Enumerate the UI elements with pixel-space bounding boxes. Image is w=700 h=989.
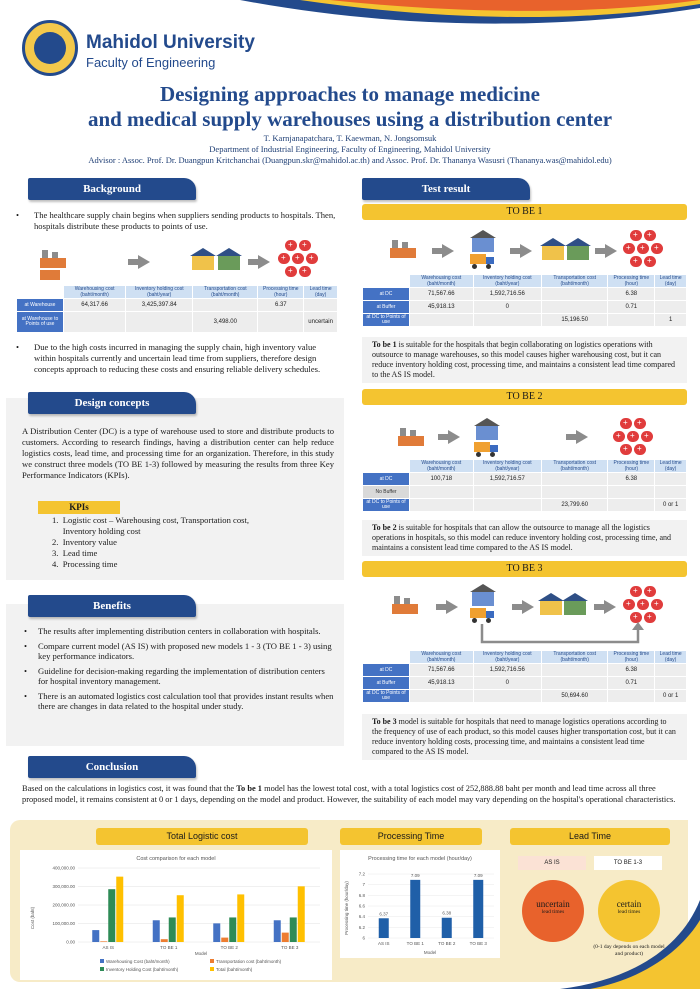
bar [169,917,176,942]
y-tick-label: 6.2 [358,924,365,930]
tobe2-label: TO BE 2 [362,389,687,405]
benefit-item: • The results after implementing distribution centers in collaboration with hospitals. [24,626,321,636]
legend-swatch [210,959,214,963]
tobe3-note: To be 3 model is suitable for hospitals that need to manage logistics operations according to the frequency of use of each product, so this model causes higher transportation cost, but it can reduce inventory holding costs, processing time, and maintains a consistent lead time compared to the AS IS model. [362,714,687,760]
hospital-warehouse-icon [190,248,216,270]
university-name: Mahidol University [86,32,255,53]
tobe1-table: Warehousing cost (baht/month) Inventory holding cost (baht/year) Transportation cost (baht/month) Processing time (hour) Lead time (day) at DC 71,567.66 1,592,716.56 6.38 at Buffer 45,918.13 0 0.71 at DC to Points of use 15,196.50 1 [362,274,687,327]
distribution-center-icon [474,418,500,440]
x-tick-label: TO BE 1 [160,945,178,950]
arrow-icon [520,244,532,258]
lead-asis-circle: uncertain lead times [522,880,584,942]
authors: T. Karnjanapatchara, T. Kaewman, N. Jongsomsuk [263,133,437,143]
tobe3-label: TO BE 3 [362,561,687,577]
hospital-warehouse-icon [538,593,564,615]
bar [116,877,123,942]
legend-entry: Inventory Holding Cost (baht/month) [106,967,179,972]
poster-title: Designing approaches to manage medicine and medical supply warehouses using a distribution center [87,82,613,131]
kpi-item: Inventory holding cost [52,526,141,536]
arrow-icon [442,244,454,258]
benefit-item: • There is an automated logistics cost calculation tool that provides instant results when there are changes in data related to the hospital under study. [24,690,334,711]
supplier-factory-icon [390,240,416,258]
tobe2-note: To be 2 is suitable for hospitals that can allow the outsource to manage all the logistics operations in hospitals, so this model can reduce inventory holding cost, processing time, and maintains a consistent lead time compared to the AS IS model. [362,520,687,556]
bar [410,880,420,938]
bar [290,917,297,942]
background-bullet-1: • The healthcare supply chain begins when suppliers sending products to hospitals. Then, hospitals distribute these products to points of use. [16,210,336,231]
bar [442,918,452,938]
kpi-item: 4. Processing time [52,559,118,569]
faculty-name: Faculty of Engineering [86,55,216,70]
chart-ylabel: Processing time (hour/day) [344,881,349,935]
asis-table: Warehousing cost (baht/month) Inventory holding cost (baht/year) Transportation cost (baht/month) Processing time (hour) Lead time (day) at Warehouse 64,317.66 3,425,397.84 6.37 at Warehouse to Points of use 3,498.00 uncertain [16,285,338,333]
kpi-item: 2. Inventory value [52,537,117,547]
bar [229,917,236,942]
arrow-icon [604,600,616,614]
x-tick-label: AS IS [102,945,115,950]
chart-xlabel: Model [423,950,437,955]
bar [177,895,184,942]
legend-entry: Total (baht/month) [216,967,253,972]
bar [153,920,160,942]
processing-time-label: Processing Time [340,828,482,845]
y-tick-label: 7.2 [358,871,365,877]
benefits-heading: Benefits [28,595,196,617]
bar [108,889,115,942]
bar [221,938,228,942]
truck-icon [474,442,498,456]
chart-title: Processing time for each model (hour/day) [368,856,472,862]
truck-icon [470,254,494,268]
conclusion-text: Based on the calculations in logistics cost, it was found that the To be 1 model has the lowest total cost, with a total logistics cost of 252,888.88 baht per month and lead time across all three proposed model, it remains consistent at 0 or 1 days, depending on the model and product. However, the suitability of each model may vary depending on the hospital's operational characteristics. [22,784,676,804]
legend-swatch [100,967,104,971]
legend-entry: Transportation cost (baht/month) [216,959,282,964]
bypass-arrow-icon [480,620,650,648]
bar [379,918,389,938]
y-tick-label: 0.00 [66,939,75,945]
data-label: 7.09 [410,872,420,878]
data-label: 7.09 [473,872,483,878]
y-tick-label: 6.4 [358,914,365,920]
arrow-icon [605,244,617,258]
background-heading: Background [28,178,196,200]
lead-tobe-tag: TO BE 1-3 [594,856,662,870]
kpi-label: KPIs [38,501,120,514]
y-tick-label: 6.6 [358,903,365,909]
lead-time-label: Lead Time [510,828,670,845]
kpi-list [52,515,332,570]
logistic-cost-chart [20,850,332,980]
logistic-cost-label: Total Logistic cost [96,828,308,845]
legend-entry: Warehousing Cost (baht/month) [106,959,170,964]
y-tick-label: 6 [362,935,365,941]
supplier-factory-icon [392,596,418,614]
advisors: Advisor : Assoc. Prof. Dr. Duangpun Kritchanchai (Duangpun.skr@mahidol.ac.th) and Assoc. Prof. Dr. Thananya Wasusri (Thananya.was@mahidol.edu) [88,155,612,165]
x-tick-label: TO BE 2 [220,945,238,950]
conclusion-heading: Conclusion [28,756,196,778]
y-tick-label: 100,000.00 [52,921,75,926]
bar [274,920,281,942]
y-tick-label: 400,000.00 [52,865,75,871]
benefit-item: • Guideline for decision-making regarding the implementation of distribution centers for hospital inventory management. [24,665,325,686]
data-label: 6.38 [442,910,452,916]
tobe1-label: TO BE 1 [362,204,687,220]
arrow-icon [522,600,534,614]
hospital-warehouse-icon [540,238,566,260]
chart-xlabel: Model [194,951,208,956]
author-block [0,133,700,166]
processing-time-chart [340,850,500,958]
arrow-icon [576,430,588,444]
x-tick-label: TO BE 3 [281,945,299,950]
y-tick-label: 7 [362,882,365,888]
background-bullet-2: • Due to the high costs incurred in managing the supply chain, high inventory value within hospitals currently and uncertain lead time from suppliers, therefore design concepts approach to reducing these costs and ensuring reliable delivery schedules. [16,342,321,374]
supplier-factory-icon [398,428,424,446]
design-paragraph: A Distribution Center (DC) is a type of warehouse used to store and distribute products to customers. According to research findings, having a distribution center can help reduce logistics costs, lead time, and processing time for an organization. Therefore, in this study we construct three models (TO BE 1-3) followed by measuring the results from three Key Performance Indicators (KPIs). [22,426,334,480]
arrow-icon [448,430,460,444]
lead-asis-tag: AS IS [518,856,586,870]
lead-note: (0-1 day depends on each model and product) [593,944,665,957]
university-seal-icon [22,20,78,76]
kpi-item: 3. Lead time [52,548,98,558]
chart-title: Cost comparison for each model [136,856,216,862]
y-tick-label: 200,000.00 [52,902,75,908]
distribution-center-icon [470,230,496,252]
benefits-list [18,626,336,712]
bar [237,894,244,942]
benefit-item: • Compare current model (AS IS) with proposed new models 1 - 3 (TO BE 1 - 3) using key performance indicators. [24,640,332,661]
arrow-icon [258,255,270,269]
y-tick-label: 6.8 [358,892,365,898]
tobe1-note: To be 1 is suitable for the hospitals that begin collaborating on logistics operations with outsource to manage warehouses, so this model causes higher warehousing cost, but it can reduce inventory holding cost, processing time, and maintains a consistent lead time compared to the AS IS model. [362,337,687,383]
tobe3-table: Warehousing cost (baht/month) Inventory holding cost (baht/year) Transportation cost (baht/month) Processing time (hour) Lead time (day) at DC 71,567.66 1,592,716.56 6.38 at Buffer 45,918.13 0 0.71 at DC to Points of use 50,694.60 0 or 1 [362,650,687,703]
data-label: 6.37 [379,911,389,917]
x-tick-label: TO BE 1 [406,941,424,946]
x-tick-label: TO BE 2 [438,941,456,946]
lead-tobe-circle: certain lead times [598,880,660,942]
bar [282,933,289,942]
design-heading: Design concepts [28,392,196,414]
arrow-icon [138,255,150,269]
x-tick-label: AS IS [377,941,390,946]
bar [92,930,99,942]
department: Department of Industrial Engineering, Faculty of Engineering, Mahidol University [209,144,491,154]
kpi-item: 1. Logistic cost – Warehousing cost, Transportation cost, [52,515,250,525]
legend-swatch [100,959,104,963]
x-tick-label: TO BE 3 [469,941,487,946]
distribution-center-icon [470,584,496,606]
test-result-heading: Test result [362,178,530,200]
y-tick-label: 300,000.00 [52,884,75,889]
chart-ylabel: Cost (baht) [30,906,35,930]
bar [473,880,483,938]
arrow-icon [446,600,458,614]
legend-swatch [210,967,214,971]
bar [161,939,168,942]
bar [298,886,305,942]
tobe2-table: Warehousing cost (baht/month) Inventory holding cost (baht/year) Transportation cost (baht/month) Processing time (hour) Lead time (day) at DC 100,718 1,592,716.57 6.38 No Buffer at DC to Points of use 23,799.60 0 or 1 [362,459,687,512]
bar [100,941,107,942]
bar [213,923,220,942]
